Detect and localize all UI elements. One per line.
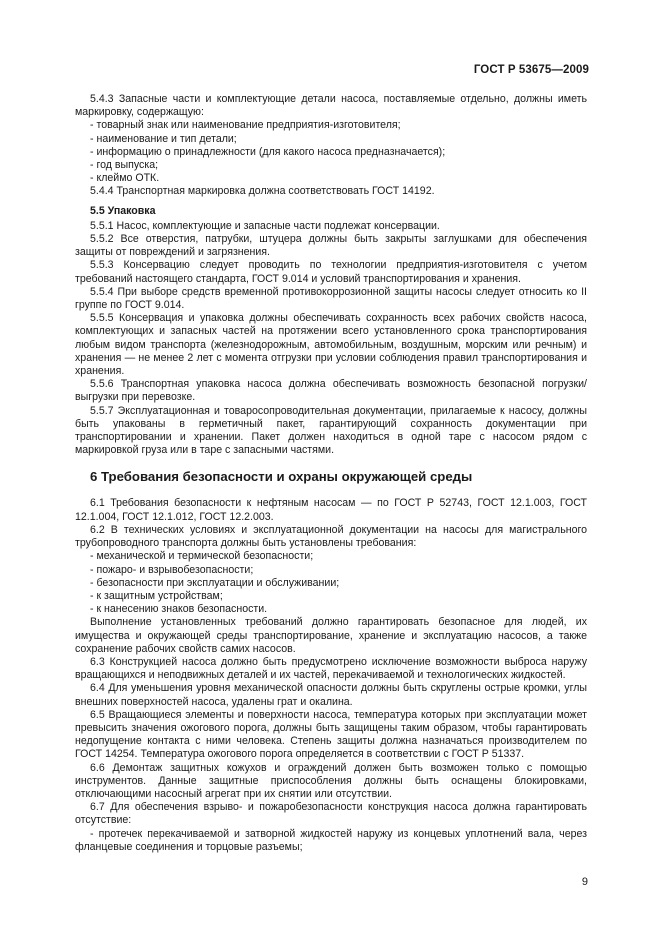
paragraph-5-5-1: 5.5.1 Насос, комплектующие и запасные части подлежат консервации. — [90, 219, 440, 232]
list-item: - к нанесению знаков безопасности. — [90, 603, 268, 616]
list-item: - клеймо ОТК. — [90, 172, 160, 185]
paragraph-6-5: 6.5 Вращающиеся элементы и поверхности насоса, температура которых при эксплуатации может превысить значения ожогового порога, должны быть защищены таким образом, чтобы гарантировать недопущение контакта с ними человека. Степень защиты должна назначаться производителем по ГОСТ 14254. Температура ожогового порога определяется в соответствии с ГОСТ Р 51337. — [75, 708, 587, 761]
paragraph-6-6: 6.6 Демонтаж защитных кожухов и ограждений должен быть возможен только с помощью инструментов. Данные защитные приспособления должны быть оснащены блокировками, отключающими насосный агрегат при их снятии или отсутствии. — [75, 761, 587, 800]
paragraph-6-1: 6.1 Требования безопасности к нефтяным насосам — по ГОСТ Р 52743, ГОСТ 12.1.003, ГОСТ 12.1.004, ГОСТ 12.1.012, ГОСТ 12.2.003. — [75, 497, 587, 523]
list-item: - пожаро- и взрывобезопасности; — [90, 563, 254, 576]
paragraph-5-4-3: 5.4.3 Запасные части и комплектующие детали насоса, поставляемые отдельно, должны иметь маркировку, содержащую: — [75, 93, 587, 119]
paragraph-5-5-3: 5.5.3 Консервацию следует проводить по технологии предприятия-изготовителя с учетом требований настоящего стандарта, ГОСТ 9.014 и условий транспортирования и хранения. — [75, 259, 587, 285]
paragraph-5-5-2: 5.5.2 Все отверстия, патрубки, штуцера должны быть закрыты заглушками для обеспечения защиты от повреждений и загрязнения. — [75, 233, 587, 259]
document-body — [75, 93, 587, 854]
paragraph-6-4: 6.4 Для уменьшения уровня механической опасности должны быть скруглены острые кромки, углы внешних поверхностей насоса, удалены грат и окалина. — [75, 682, 587, 708]
list-item: - наименование и тип детали; — [90, 132, 237, 145]
paragraph-5-5-4: 5.5.4 При выборе средств временной противокоррозионной защиты насосы следует относить ко II группе по ГОСТ 9.014. — [75, 285, 587, 312]
list-item: - механической и термической безопасности; — [90, 550, 314, 563]
list-item: - к защитным устройствам; — [90, 589, 223, 602]
list-item: - информацию о принадлежности (для какого насоса предназначается); — [90, 145, 446, 158]
paragraph-6-3: 6.3 Конструкцией насоса должно быть предусмотрено исключение возможности выброса наружу вращающихся и неподвижных деталей и их частей, перекачиваемой и технологических жидкостей. — [75, 655, 587, 682]
list-item: - безопасности при эксплуатации и обслуживании; — [90, 576, 340, 589]
paragraph-6-2-conclusion: Выполнение установленных требований должно гарантировать безопасное для людей, их имущества и окружающей среды транспортирование, хранение и эксплуатацию насосов, а также сохранение рабочих свойств самих насосов. — [75, 616, 587, 655]
paragraph-5-5-6: 5.5.6 Транспортная упаковка насоса должна обеспечивать возможность безопасной погрузки/выгрузки при перевозке. — [75, 378, 587, 404]
subsection-heading-5-5: 5.5 Упаковка — [90, 204, 156, 217]
list-item: - год выпуска; — [90, 159, 159, 172]
page-number: 9 — [581, 876, 588, 888]
paragraph-5-4-4: 5.4.4 Транспортная маркировка должна соответствовать ГОСТ 14192. — [90, 185, 435, 198]
paragraph-5-5-7: 5.5.7 Эксплуатационная и товаросопроводительная документации, прилагаемые к насосу, должны быть упакованы в герметичный пакет, гарантирующий сохранность документации при транспортировании и хранении. Пакет должен находиться в одной таре с насосом рядом с маркировкой груза или в таре с запасными частями. — [75, 404, 587, 457]
paragraph-6-7: 6.7 Для обеспечения взрыво- и пожаробезопасности конструкция насоса должна гарантировать отсутствие: — [75, 801, 587, 827]
paragraph-5-5-5: 5.5.5 Консервация и упаковка должны обеспечивать сохранность всех рабочих свойств насоса, комплектующих и запасных частей на протяжении всего установленного срока транспортирования любым видом транспорта (железнодорожным, автомобильным, воздушным, морским или речным) и хранения — не менее 2 лет с момента отгрузки при условии соблюдения правил транспортирования и хранения. — [75, 312, 587, 378]
list-item: - товарный знак или наименование предприятия-изготовителя; — [90, 119, 401, 132]
paragraph-6-2: 6.2 В технических условиях и эксплуатационной документации на насосы для магистрального трубопроводного транспорта должны быть установлены требования: — [75, 523, 587, 550]
document-code: ГОСТ Р 53675—2009 — [473, 64, 589, 76]
section-heading-6: 6 Требования безопасности и охраны окружающей среды — [90, 469, 473, 485]
list-item: - протечек перекачиваемой и затворной жидкостей наружу из концевых уплотнений вала, через фланцевые соединения и торцовые разъемы; — [75, 827, 587, 853]
